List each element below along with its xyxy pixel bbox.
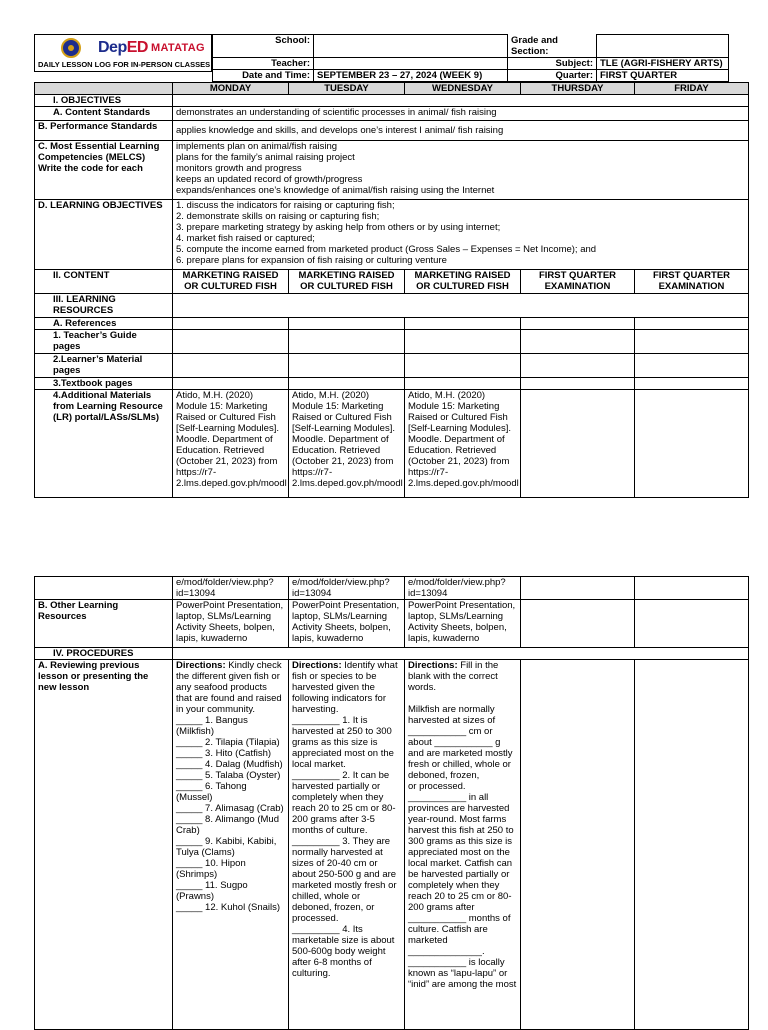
other-resources-tuesday: PowerPoint Presentation, laptop, SLMs/Learning Activity Sheets, bolpen, lapis, kuwaderno	[289, 600, 405, 648]
content-monday: MARKETING RAISED OR CULTURED FISH	[173, 270, 289, 294]
url-continued-tuesday: e/mod/folder/view.php? id=13094	[289, 577, 405, 600]
day-header-tuesday: TUESDAY	[289, 83, 405, 95]
additional-materials-wednesday: Atido, M.H. (2020) Module 15: Marketing Raised or Cultured Fish [Self-Learning Modules]. Moodle. Department of Education. Retrieved (October 21, 2023) from https://r7-2.lms.deped.gov.ph/moodl	[405, 390, 521, 498]
content-label: II. CONTENT	[35, 270, 173, 294]
day-header-monday: MONDAY	[173, 83, 289, 95]
teacher-label: Teacher:	[213, 57, 314, 69]
textbook-label: 3.Textbook pages	[35, 378, 173, 390]
review-tuesday-cell	[289, 660, 405, 1030]
directions-label-wednesday: Directions:	[408, 660, 458, 671]
school-label: School:	[213, 35, 314, 58]
grade-label: Grade and Section:	[508, 35, 597, 58]
datetime-value: SEPTEMBER 23 – 27, 2024 (WEEK 9)	[314, 69, 508, 81]
day-header-thursday: THURSDAY	[521, 83, 635, 95]
matatag-logo-text: MATATAG	[151, 42, 205, 54]
header-info-table	[212, 34, 729, 82]
day-header-wednesday: WEDNESDAY	[405, 83, 521, 95]
school-value	[314, 35, 508, 58]
melcs-value: implements plan on animal/fish raising plans for the family’s animal raising project monitors growth and progress keeps an updated record of growth/progress expands/enhances one’s knowledge of animal/fish raising using the Internet	[173, 141, 749, 200]
learning-resources-label: III. LEARNING RESOURCES	[35, 294, 173, 318]
quarter-label: Quarter:	[508, 69, 597, 81]
deped-seal-icon	[61, 38, 81, 58]
teachers-guide-label: 1. Teacher’s Guide pages	[35, 330, 173, 354]
content-friday: FIRST QUARTER EXAMINATION	[635, 270, 749, 294]
day-header-friday: FRIDAY	[635, 83, 749, 95]
tuesday-directions: Identify what fish or species to be harvested given the following indicators for harvesting.	[292, 660, 398, 715]
deped-logo-text: DepED	[98, 39, 148, 56]
dll-title: DAILY LESSON LOG FOR IN-PERSON CLASSES	[38, 60, 211, 69]
content-thursday: FIRST QUARTER EXAMINATION	[521, 270, 635, 294]
deped-logo-block	[34, 34, 212, 72]
review-wednesday-cell	[405, 660, 521, 1030]
additional-materials-label: 4.Additional Materials from Learning Resource (LR) portal/LASs/SLMs)	[35, 390, 173, 498]
quarter-value: FIRST QUARTER	[597, 69, 729, 81]
grade-value	[597, 35, 729, 58]
additional-materials-monday: Atido, M.H. (2020) Module 15: Marketing Raised or Cultured Fish [Self-Learning Modules]. Moodle. Department of Education. Retrieved (October 21, 2023) from https://r7-2.lms.deped.gov.ph/moodl	[173, 390, 289, 498]
other-resources-monday: PowerPoint Presentation, laptop, SLMs/Learning Activity Sheets, bolpen, lapis, kuwaderno	[173, 600, 289, 648]
lesson-log-table-page2	[34, 576, 749, 1030]
melcs-label: C. Most Essential Learning Competencies (MELCS) Write the code for each	[35, 141, 173, 200]
wednesday-directions: Fill in the blank with the correct words.	[408, 660, 499, 693]
references-label: A. References	[35, 318, 173, 330]
url-continued-monday: e/mod/folder/view.php? id=13094	[173, 577, 289, 600]
review-monday-cell	[173, 660, 289, 1030]
content-standards-label: A. Content Standards	[35, 107, 173, 121]
learning-objectives-label: D. LEARNING OBJECTIVES	[35, 200, 173, 270]
lesson-log-table-page1	[34, 82, 749, 498]
monday-directions: Kindly check the different given fish or any seafood products that are found and raised in your community.	[176, 660, 282, 715]
wednesday-fill-in-text: Milkfish are normally harvested at sizes of ___________ cm or about ___________ g and are marketed mostly fresh or chilled, whole or deboned, frozen, or processed. ___________ in all provinces are harvested year-round. Most farms harvest this fish at 250 to 300 grams as this size is appreciated most on the local market. Catfish can be harvested partially or completely when they reach 20 to 25 cm or 80- 200 grams after ___________ months of culture. Catfish are marketed ______________. ___________ is locally known as “lapu-lapu” or “inid” are among the most	[408, 704, 517, 990]
subject-label: Subject:	[508, 57, 597, 69]
review-lesson-label: A. Reviewing previous lesson or presenting the new lesson	[35, 660, 173, 1030]
day-header-blank	[35, 83, 173, 95]
directions-label-tuesday: Directions:	[292, 660, 342, 671]
tuesday-harvest-items: _________ 1. It is harvested at 250 to 300 grams as this size is appreciated most on the local market. _________ 2. It can be harvested partially or completely when they reach 20 to 25 cm or 80-200 grams after 3-5 months of culture. _________ 3. They are normally harvested at sizes of 20-40 cm or about 250-500 g and are marketed mostly fresh or chilled, whole or deboned, frozen, or processed. _________ 4. Its marketable size is about 500-600g body weight after 6-8 months of culturing.	[292, 715, 397, 979]
additional-materials-tuesday: Atido, M.H. (2020) Module 15: Marketing Raised or Cultured Fish [Self-Learning Modules]. Moodle. Department of Education. Retrieved (October 21, 2023) from https://r7-2.lms.deped.gov.ph/moodl	[289, 390, 405, 498]
subject-value: TLE (AGRI-FISHERY ARTS)	[597, 57, 729, 69]
content-tuesday: MARKETING RAISED OR CULTURED FISH	[289, 270, 405, 294]
performance-standards-label: B. Performance Standards	[35, 121, 173, 141]
content-wednesday: MARKETING RAISED OR CULTURED FISH	[405, 270, 521, 294]
directions-label-monday: Directions:	[176, 660, 226, 671]
learners-material-label: 2.Learner’s Material pages	[35, 354, 173, 378]
monday-seafood-list: _____ 1. Bangus (Milkfish) _____ 2. Tilapia (Tilapia) _____ 3. Hito (Catfish) _____ 4. Dalag (Mudfish) _____ 5. Talaba (Oyster) _____ 6. Tahong (Mussel) _____ 7. Alimasag (Crab) _____ 8. Alimango (Mud Crab) _____ 9. Kabibi, Kabibi, Tulya (Clams) _____ 10. Hipon (Shrimps) _____ 11. Sugpo (Prawns) _____ 12. Kuhol (Snails)	[176, 715, 284, 913]
content-standards-value: demonstrates an understanding of scientific processes in animal/ fish raising	[173, 107, 749, 121]
datetime-label: Date and Time:	[213, 69, 314, 81]
learning-objectives-value: 1. discuss the indicators for raising or capturing fish; 2. demonstrate skills on raising or capturing fish; 3. prepare marketing strategy by asking help from others or by using internet; 4. market fish raised or captured; 5. compute the income earned from marketed product (Gross Sales – Expenses = Net Income); and 6. prepare plans for expansion of fish raising or culturing venture	[173, 200, 749, 270]
url-continued-wednesday: e/mod/folder/view.php? id=13094	[405, 577, 521, 600]
performance-standards-value: applies knowledge and skills, and develops one’s interest I animal/ fish raising	[173, 121, 749, 141]
procedures-heading: IV. PROCEDURES	[35, 648, 173, 660]
objectives-heading: I. OBJECTIVES	[35, 95, 173, 107]
teacher-value	[314, 57, 508, 69]
other-resources-wednesday: PowerPoint Presentation, laptop, SLMs/Learning Activity Sheets, bolpen, lapis, kuwaderno	[405, 600, 521, 648]
other-resources-label: B. Other Learning Resources	[35, 600, 173, 648]
